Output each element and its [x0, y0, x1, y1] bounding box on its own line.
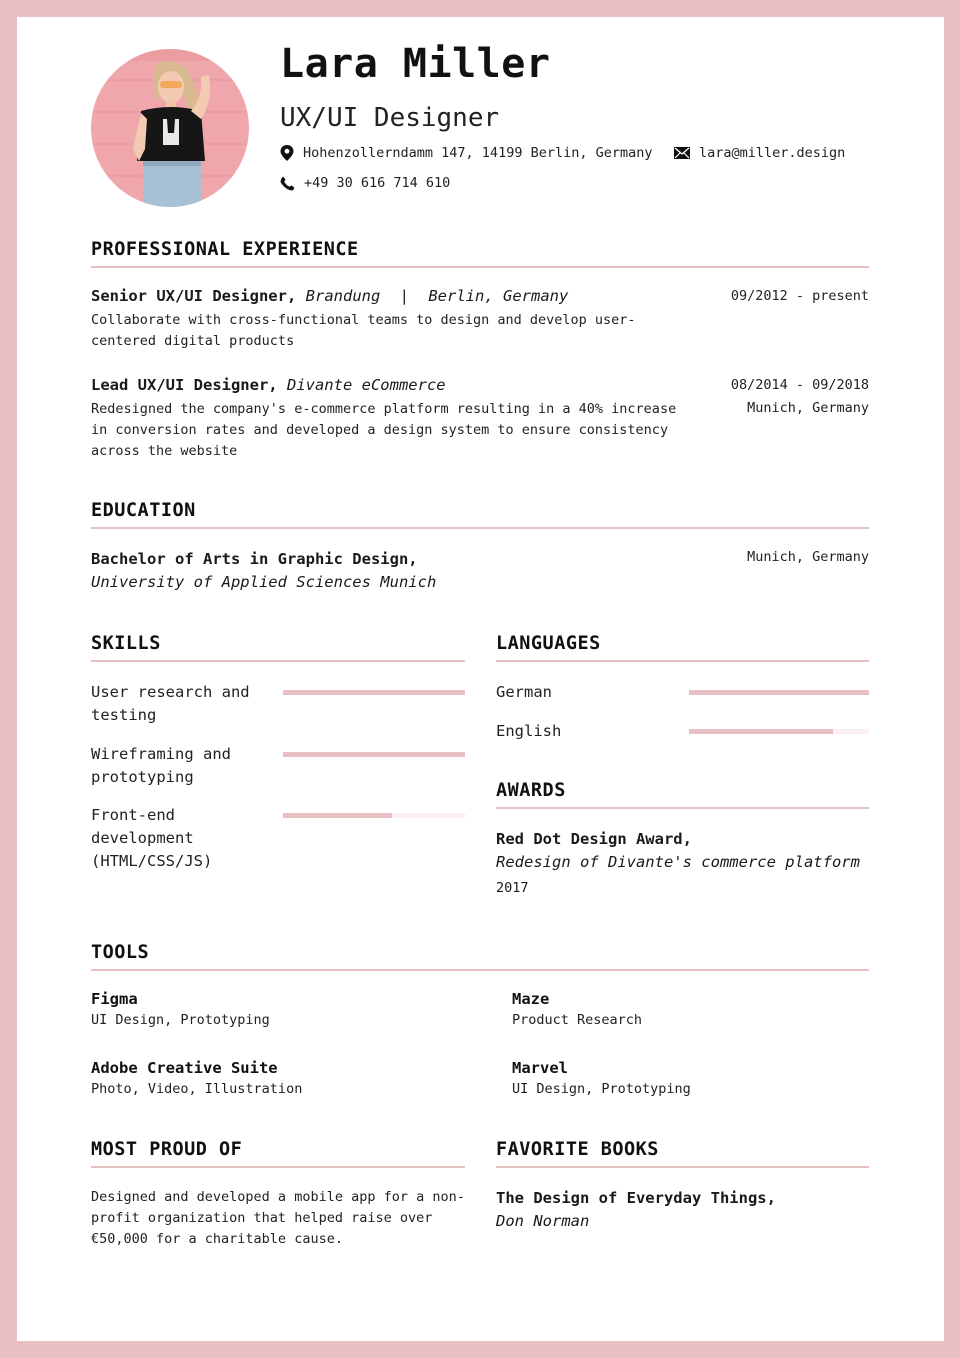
proud-line: profit organization that helped raise over	[91, 1210, 433, 1226]
language-bar	[689, 690, 869, 695]
skill-bar-fill	[283, 690, 465, 695]
language-name: English	[496, 722, 562, 740]
phone-icon	[280, 176, 295, 191]
skill-label	[91, 743, 271, 789]
award-title: Red Dot Design Award,	[496, 830, 692, 848]
skill-bar	[283, 690, 465, 695]
skill-label-line: prototyping	[91, 768, 194, 786]
location-pin-icon	[280, 145, 294, 161]
skill-label-line: User research and	[91, 683, 250, 701]
education-school: University of Applied Sciences Munich	[91, 573, 437, 591]
candidate-name: Lara Miller	[280, 41, 551, 87]
language-name: German	[496, 683, 552, 701]
tool-desc: Photo, Video, Illustration	[91, 1081, 303, 1097]
resume-page	[17, 17, 944, 1341]
job-2-description	[91, 399, 711, 462]
tool-desc: UI Design, Prototyping	[91, 1012, 270, 1028]
skill-label-line: Wireframing and	[91, 745, 231, 763]
address-text: Hohenzollerndamm 147, 14199 Berlin, Germany	[303, 145, 653, 161]
job-1-description	[91, 310, 691, 352]
job-2-role: Lead UX/UI Designer,	[91, 376, 278, 394]
phone[interactable]	[280, 175, 450, 191]
job-title: UX/UI Designer	[280, 103, 500, 133]
proud-line: €50,000 for a charitable cause.	[91, 1231, 343, 1247]
education-location: Munich, Germany	[747, 549, 869, 565]
award-entry	[496, 828, 860, 900]
skill-item	[91, 804, 465, 873]
tool-desc: UI Design, Prototyping	[512, 1081, 691, 1097]
skill-bar-fill	[283, 813, 392, 818]
languages-heading: LANGUAGES	[496, 633, 869, 662]
book-author: Don Norman	[496, 1212, 590, 1230]
skill-label	[91, 681, 271, 727]
awards-heading: AWARDS	[496, 780, 869, 809]
skill-bar	[283, 752, 465, 757]
skill-item	[91, 743, 465, 789]
language-item	[496, 720, 869, 743]
phone-text[interactable]: +49 30 616 714 610	[304, 175, 451, 191]
education-entry	[91, 548, 436, 594]
language-item	[496, 681, 869, 704]
skill-label-line: testing	[91, 706, 157, 724]
tool-name: Marvel	[512, 1059, 568, 1077]
job-1-location: Berlin, Germany	[428, 287, 569, 305]
job-1-title	[91, 287, 568, 305]
tool-item	[512, 1059, 691, 1097]
skill-label-line: Front-end	[91, 806, 175, 824]
tool-name: Adobe Creative Suite	[91, 1059, 278, 1077]
job-1-company: Brandung	[305, 287, 381, 305]
skill-item	[91, 681, 465, 727]
language-bar	[689, 729, 869, 734]
tool-item	[91, 990, 270, 1028]
job-2-title	[91, 376, 446, 394]
skill-bar-fill	[283, 752, 465, 757]
job-1-dates: 09/2012 - present	[730, 288, 869, 304]
tool-desc: Product Research	[512, 1012, 643, 1028]
envelope-icon	[674, 147, 690, 159]
tool-name: Maze	[512, 990, 550, 1008]
job-2-location: Munich, Germany	[747, 400, 869, 416]
job-2-dates: 08/2014 - 09/2018	[730, 377, 869, 393]
books-heading: FAVORITE BOOKS	[496, 1139, 869, 1168]
address	[280, 145, 653, 161]
tools-heading: TOOLS	[91, 942, 869, 971]
job-1-separator: |	[399, 287, 409, 305]
job-2-meta	[731, 374, 869, 420]
education-degree: Bachelor of Arts in Graphic Design,	[91, 550, 418, 568]
book-title: The Design of Everyday Things,	[496, 1189, 776, 1207]
job-2-desc-line: Redesigned the company's e-commerce platform resulting in a 40% increase	[91, 401, 677, 417]
award-subtitle: Redesign of Divante's commerce platform	[496, 853, 860, 871]
job-1-role: Senior UX/UI Designer,	[91, 287, 297, 305]
skill-label	[91, 804, 271, 873]
job-2-desc-line: across the website	[91, 443, 238, 459]
job-2-company: Divante eCommerce	[286, 376, 446, 394]
proud-line: Designed and developed a mobile app for a non-	[91, 1189, 465, 1205]
job-1-desc-line: centered digital products	[91, 333, 295, 349]
proud-text	[91, 1187, 465, 1250]
education-heading: EDUCATION	[91, 500, 869, 529]
award-year: 2017	[496, 880, 529, 896]
tool-name: Figma	[91, 990, 138, 1008]
book-entry	[496, 1187, 776, 1233]
tool-item	[512, 990, 642, 1028]
language-bar-fill	[689, 690, 869, 695]
email[interactable]	[674, 145, 845, 161]
tool-item	[91, 1059, 302, 1097]
experience-heading: PROFESSIONAL EXPERIENCE	[91, 239, 869, 268]
job-2-desc-line: in conversion rates and developed a design system to ensure consistency	[91, 422, 669, 438]
skills-heading: SKILLS	[91, 633, 465, 662]
skill-label-line: development	[91, 829, 194, 847]
skill-label-line: (HTML/CSS/JS)	[91, 852, 213, 870]
language-bar-fill	[689, 729, 833, 734]
skill-bar	[283, 813, 465, 818]
avatar	[91, 49, 249, 207]
proud-heading: MOST PROUD OF	[91, 1139, 465, 1168]
job-1-desc-line: Collaborate with cross-functional teams to design and develop user-	[91, 312, 636, 328]
email-text[interactable]: lara@miller.design	[699, 145, 846, 161]
